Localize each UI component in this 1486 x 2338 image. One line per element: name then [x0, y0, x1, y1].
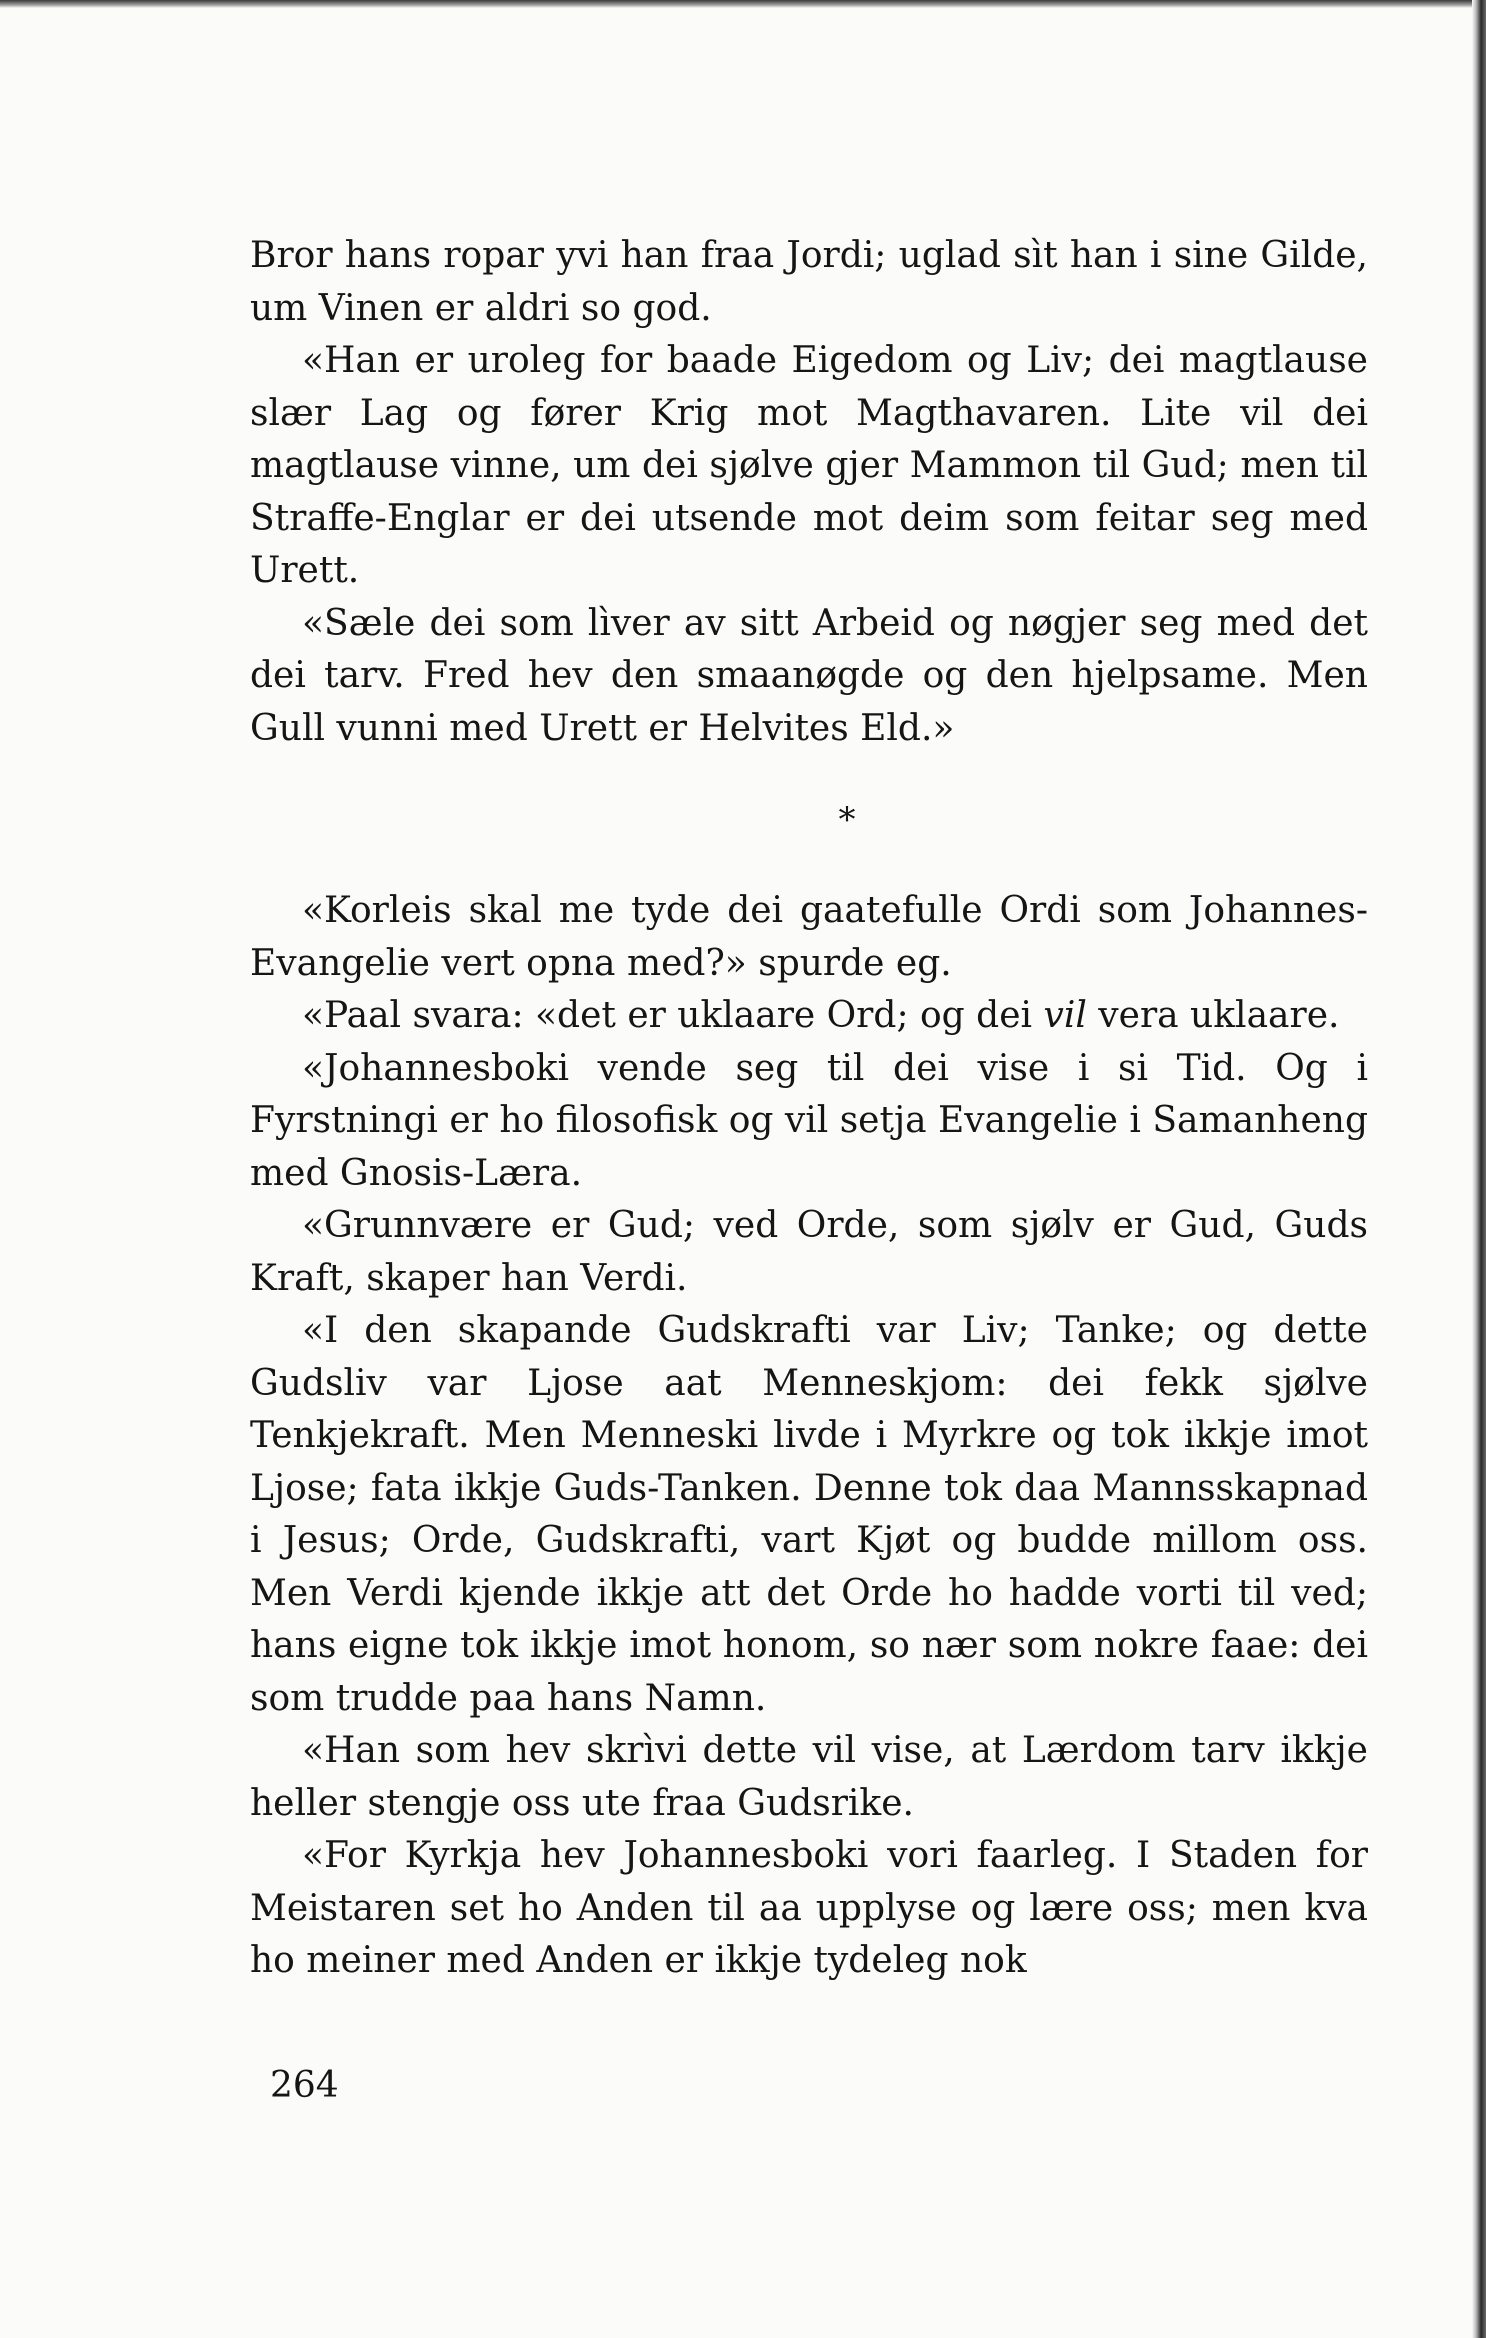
- paragraph-for-kyrkja: «For Kyrkja hev Johannesboki vori faarleg. I Staden for Meistaren set ho Anden til aa upplyse og lære oss; men kva ho meiner med Anden er ikkje tydeleg nok: [250, 1835, 1368, 1981]
- paal-svara-end: vera uklaare.: [1086, 995, 1340, 1036]
- paragraph-han-er-uroleg: «Han er uroleg for baade Eigedom og Liv; dei magtlause slær Lag og fører Krig mot Magthavaren. Lite vil dei magtlause vinne, um dei sjølve gjer Mammon til Gud; men til Straffe-Englar er dei utsende mot deim som feitar seg med Urett.: [250, 340, 1368, 591]
- page-number: 264: [270, 2065, 339, 2106]
- paragraph-grunnvaere: «Grunnvære er Gud; ved Orde, som sjølv er Gud, Guds Kraft, skaper han Verdi.: [250, 1205, 1368, 1299]
- emphasis-vil: vil: [1043, 995, 1087, 1036]
- page-binding-edge: [1472, 0, 1486, 2338]
- asterisk-separator: *: [838, 800, 856, 840]
- paragraph-i-den-skapande: «I den skapande Gudskrafti var Liv; Tanke; og dette Gudsliv var Ljose aat Menneskjom: dei fekk sjølve Tenkjekraft. Men Menneski livde i Myrkre og tok ikkje imot Ljose; fata ikkje Guds-Tanken. Denne tok daa Mannsskapnad i Jesus; Orde, Gudskrafti, vart Kjøt og budde millom oss. Men Verdi kjende ikkje att det Orde ho hadde vorti til ved; hans eigne tok ikkje imot honom, so nær som nokre faae: dei som trudde paa hans Namn.: [250, 1310, 1368, 1719]
- paragraph-korleis: «Korleis skal me tyde dei gaatefulle Ordi som Johannes-Evangelie vert opna med?» spurde eg.: [250, 890, 1368, 984]
- paragraph-paal-svara: [250, 990, 1368, 1043]
- paal-svara-start: «Paal svara: «det er uklaare Ord; og dei: [302, 995, 1044, 1036]
- paragraph-saele-dei: «Sæle dei som lìver av sitt Arbeid og nøgjer seg med det dei tarv. Fred hev den smaanøgde og den hjelpsame. Men Gull vunni med Urett er Helvites Eld.»: [250, 602, 1368, 749]
- paragraph-bror-hans: Bror hans ropar yvi han fraa Jordi; uglad sìt han i sine Gilde, um Vinen er aldri so god.: [250, 235, 1368, 329]
- page-top-edge: [0, 0, 1486, 8]
- page-text-block: [250, 230, 1368, 1988]
- section-separator: [250, 755, 1368, 885]
- paragraph-johannesboki: «Johannesboki vende seg til dei vise i si Tid. Og i Fyrstningi er ho filosofisk og vil setja Evangelie i Samanheng med Gnosis-Læra.: [250, 1047, 1368, 1194]
- paragraph-han-som-hev: «Han som hev skrìvi dette vil vise, at Lærdom tarv ikkje heller stengje oss ute fraa Gudsrike.: [250, 1730, 1368, 1824]
